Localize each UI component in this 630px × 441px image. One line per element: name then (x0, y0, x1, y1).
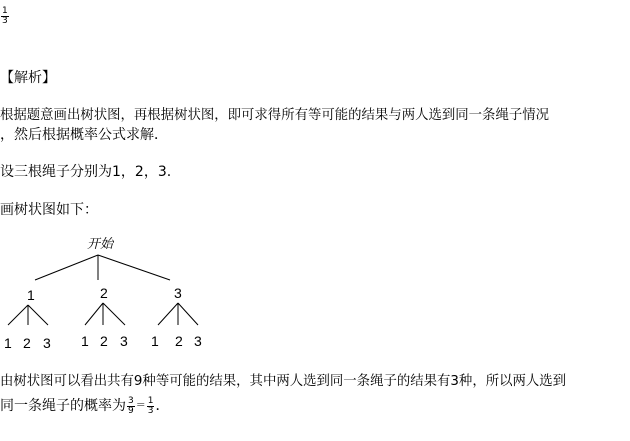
b1-line-1 (8, 305, 28, 325)
tree-leaf-2-1: 1 (81, 333, 89, 349)
b2-line-1 (85, 303, 103, 325)
tree-leaf-3-1: 1 (151, 333, 159, 349)
conclusion-line-2 (0, 393, 169, 419)
answer-denominator: 3 (2, 16, 8, 26)
tree-branch-2: 2 (100, 285, 108, 301)
tree-leaf-3-3: 3 (194, 333, 202, 349)
answer-fraction (0, 6, 10, 26)
tree-leaf-1-3: 3 (43, 335, 51, 351)
setup-line: 设三根绳子分别为1，2，3. (0, 164, 172, 180)
tree-leaf-1-2: 2 (23, 335, 31, 351)
tree-diagram (0, 225, 630, 355)
conclusion-prefix: 同一条绳子的概率为 (0, 398, 126, 414)
b3-line-1 (158, 303, 178, 325)
tree-leaf-2-2: 2 (100, 333, 108, 349)
frac1-numerator: 3 (128, 395, 134, 406)
answer-frac (1, 7, 9, 26)
conclusion-frac-1 (127, 397, 135, 416)
root-line-3 (98, 255, 170, 280)
b3-line-3 (178, 303, 198, 325)
tree-branch-3: 3 (174, 285, 182, 301)
tree-leaf-2-3: 3 (120, 333, 128, 349)
tree-leaf-3-2: 2 (175, 333, 183, 349)
conclusion-frac-2 (147, 397, 155, 416)
analysis-line-2: ，然后根据概率公式求解． (0, 127, 168, 143)
conclusion-equals: ＝ (135, 400, 146, 411)
section-heading: 【解析】 (0, 70, 56, 86)
analysis-line-1: 根据题意画出树状图，再根据树状图，即可求得所有等可能的结果与两人选到同一条绳子情况 (0, 108, 550, 123)
b2-line-3 (103, 303, 125, 325)
tree-root-label: 开始 (87, 236, 114, 251)
conclusion-end: ． (155, 398, 170, 414)
tree-branch-1: 1 (27, 287, 35, 303)
root-line-1 (35, 255, 98, 280)
tree-leaf-1-1: 1 (4, 335, 12, 351)
tree-intro: 画树状图如下： (0, 202, 98, 218)
answer-numerator: 1 (2, 6, 8, 16)
b1-line-3 (28, 305, 48, 325)
frac2-denominator: 3 (147, 405, 154, 416)
conclusion-line-1: 由树状图可以看出共有9种等可能的结果，其中两人选到同一条绳子的结果有3种，所以两人选到 (0, 374, 567, 389)
frac2-numerator: 1 (147, 395, 154, 406)
frac1-denominator: 9 (128, 405, 134, 416)
